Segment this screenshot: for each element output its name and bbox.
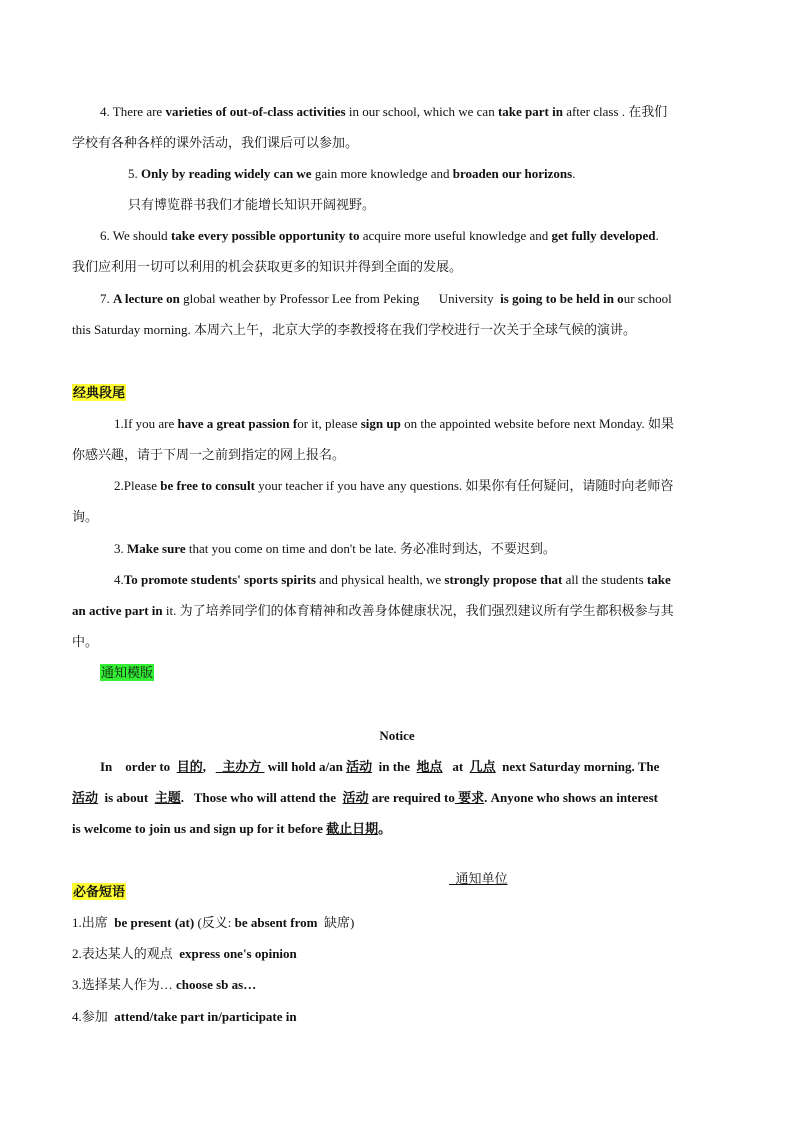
text-run: that you come on time and don't be late. 务必准时到达，不要迟到。 xyxy=(185,541,556,556)
text-run: (反义: xyxy=(194,915,235,930)
text-run: 。 xyxy=(378,821,392,836)
bold-phrase: strongly propose that xyxy=(444,572,563,587)
blank-requirement: 要求 xyxy=(454,790,485,805)
heading-classic-endings xyxy=(72,384,126,402)
text-run: In order to xyxy=(100,759,177,774)
text-run: in our school, which we can xyxy=(345,104,498,119)
sentence-4-line-1 xyxy=(100,103,667,121)
text-run: 4.参加 xyxy=(72,1009,115,1024)
ending-2-line-2: 询。 xyxy=(72,509,99,524)
sentence-6-line-2: 我们应利用一切可以利用的机会获取更多的知识并得到全面的发展。 xyxy=(72,259,463,274)
text-run: it. 为了培养同学们的体育精神和改善身体健康状况，我们强烈建议所有学生都积极参与其 xyxy=(162,603,674,618)
text-run: is about xyxy=(98,790,155,805)
ending-4-line-3: 中。 xyxy=(72,634,99,649)
text-run: or it, please xyxy=(297,416,361,431)
bold-phrase: A lecture on xyxy=(113,291,180,306)
heading-essential-phrases xyxy=(72,883,126,901)
phrase-item xyxy=(72,945,297,963)
bold-phrase: be present (at) xyxy=(114,915,195,930)
bold-phrase: To promote students' sports spirits xyxy=(123,572,316,587)
phrase-item xyxy=(72,914,354,932)
text-run: ur school xyxy=(623,291,672,306)
notice-signature xyxy=(436,852,508,906)
bold-phrase: get fully developed xyxy=(551,228,656,243)
bold-phrase: have a great passion f xyxy=(177,416,298,431)
ending-2-line-1 xyxy=(114,477,673,495)
text-run: global weather by Professor Lee from Peking University xyxy=(179,291,501,306)
ending-4-line-1 xyxy=(114,571,671,589)
text-run: after class . 在我们 xyxy=(562,104,668,119)
phrase-item xyxy=(72,976,256,994)
bold-phrase: sign up xyxy=(360,416,401,431)
bold-phrase: broaden our horizons xyxy=(452,166,573,181)
sentence-5-line-2: 只有博览群书我们才能增长知识开阔视野。 xyxy=(128,197,376,212)
blank-activity: 活动 xyxy=(342,790,369,805)
blank-organizer: 主办方 xyxy=(215,759,265,774)
notice-title-text: Notice xyxy=(379,728,415,743)
text-run: 3.选择某人作为… xyxy=(72,977,177,992)
text-run: 缺席) xyxy=(317,915,355,930)
text-run: 4. xyxy=(114,572,124,587)
text-run: next Saturday morning. The xyxy=(495,759,660,774)
bold-phrase: choose sb as… xyxy=(176,977,257,992)
blank-purpose: 目的 xyxy=(176,759,203,774)
text-run: 6. We should xyxy=(100,228,171,243)
blank-time: 几点 xyxy=(469,759,496,774)
text-run: 5. xyxy=(128,166,141,181)
sentence-7-line-1 xyxy=(100,290,672,308)
bold-phrase: Only by reading widely can we xyxy=(141,166,312,181)
bold-phrase: is going to be held in o xyxy=(500,291,624,306)
text-run: on the appointed website before next Monday. 如果 xyxy=(400,416,675,431)
text-run: will hold a/an xyxy=(264,759,347,774)
ending-3-line-1 xyxy=(114,540,556,558)
notice-title xyxy=(0,727,794,745)
text-run: all the students xyxy=(562,572,647,587)
bold-phrase: take xyxy=(646,572,671,587)
bold-phrase: Make sure xyxy=(127,541,186,556)
text-run: your teacher if you have any questions. 如果你有任何疑问，请随时向老师咨 xyxy=(254,478,674,493)
text-run: at xyxy=(442,759,470,774)
text-run: 3. xyxy=(114,541,127,556)
bold-phrase: be absent from xyxy=(234,915,318,930)
text-run: 2.表达某人的观点 xyxy=(72,946,180,961)
notice-line-3 xyxy=(72,820,391,838)
bold-phrase: an active part in xyxy=(72,603,163,618)
blank-issuer: 通知单位 xyxy=(449,871,508,886)
sentence-5-line-1 xyxy=(128,165,575,183)
text-run: . xyxy=(572,166,576,181)
text-run: . xyxy=(655,228,659,243)
text-run: , xyxy=(202,759,216,774)
text-run: 1.出席 xyxy=(72,915,115,930)
bold-phrase: express one's opinion xyxy=(179,946,297,961)
blank-topic: 主题 xyxy=(154,790,181,805)
bold-phrase: take every possible opportunity to xyxy=(170,228,360,243)
text-run: acquire more useful knowledge and xyxy=(359,228,552,243)
sentence-6-line-1 xyxy=(100,227,659,245)
bold-phrase: varieties of out-of-class activities xyxy=(165,104,346,119)
blank-location: 地点 xyxy=(416,759,443,774)
sentence-4-line-2: 学校有各种各样的课外活动，我们课后可以参加。 xyxy=(72,135,359,150)
text-run: are required to xyxy=(368,790,455,805)
text-run: 1.If you are xyxy=(114,416,178,431)
blank-activity: 活动 xyxy=(72,790,99,805)
heading-text: 必备短语 xyxy=(73,884,126,899)
notice-line-2 xyxy=(72,789,658,807)
text-run: is welcome to join us and sign up for it before xyxy=(72,821,327,836)
heading-text: 通知模版 xyxy=(101,665,154,680)
ending-1-line-2: 你感兴趣，请于下周一之前到指定的网上报名。 xyxy=(72,447,346,462)
heading-notice-template xyxy=(100,664,154,682)
text-run: gain more knowledge and xyxy=(311,166,453,181)
phrase-item xyxy=(72,1008,297,1026)
text-run: and physical health, we xyxy=(315,572,445,587)
ending-1-line-1 xyxy=(114,415,674,433)
text-run: 7. xyxy=(100,291,113,306)
text-run: in the xyxy=(372,759,417,774)
blank-deadline: 截止日期 xyxy=(326,821,379,836)
text-run: 4. There are xyxy=(100,104,166,119)
sentence-7-line-2: this Saturday morning. 本周六上午，北京大学的李教授将在我们学校进行一次关于全球气候的演讲。 xyxy=(72,322,637,337)
text-run: 2.Please xyxy=(114,478,161,493)
blank-activity: 活动 xyxy=(346,759,373,774)
ending-4-line-2 xyxy=(72,602,674,620)
text-run: . Anyone who shows an interest xyxy=(484,790,658,805)
text-run: . Those who will attend the xyxy=(180,790,343,805)
bold-phrase: attend/take part in/participate in xyxy=(114,1009,297,1024)
bold-phrase: be free to consult xyxy=(160,478,255,493)
heading-text: 经典段尾 xyxy=(73,385,126,400)
notice-line-1 xyxy=(100,758,659,776)
bold-phrase: take part in xyxy=(497,104,563,119)
